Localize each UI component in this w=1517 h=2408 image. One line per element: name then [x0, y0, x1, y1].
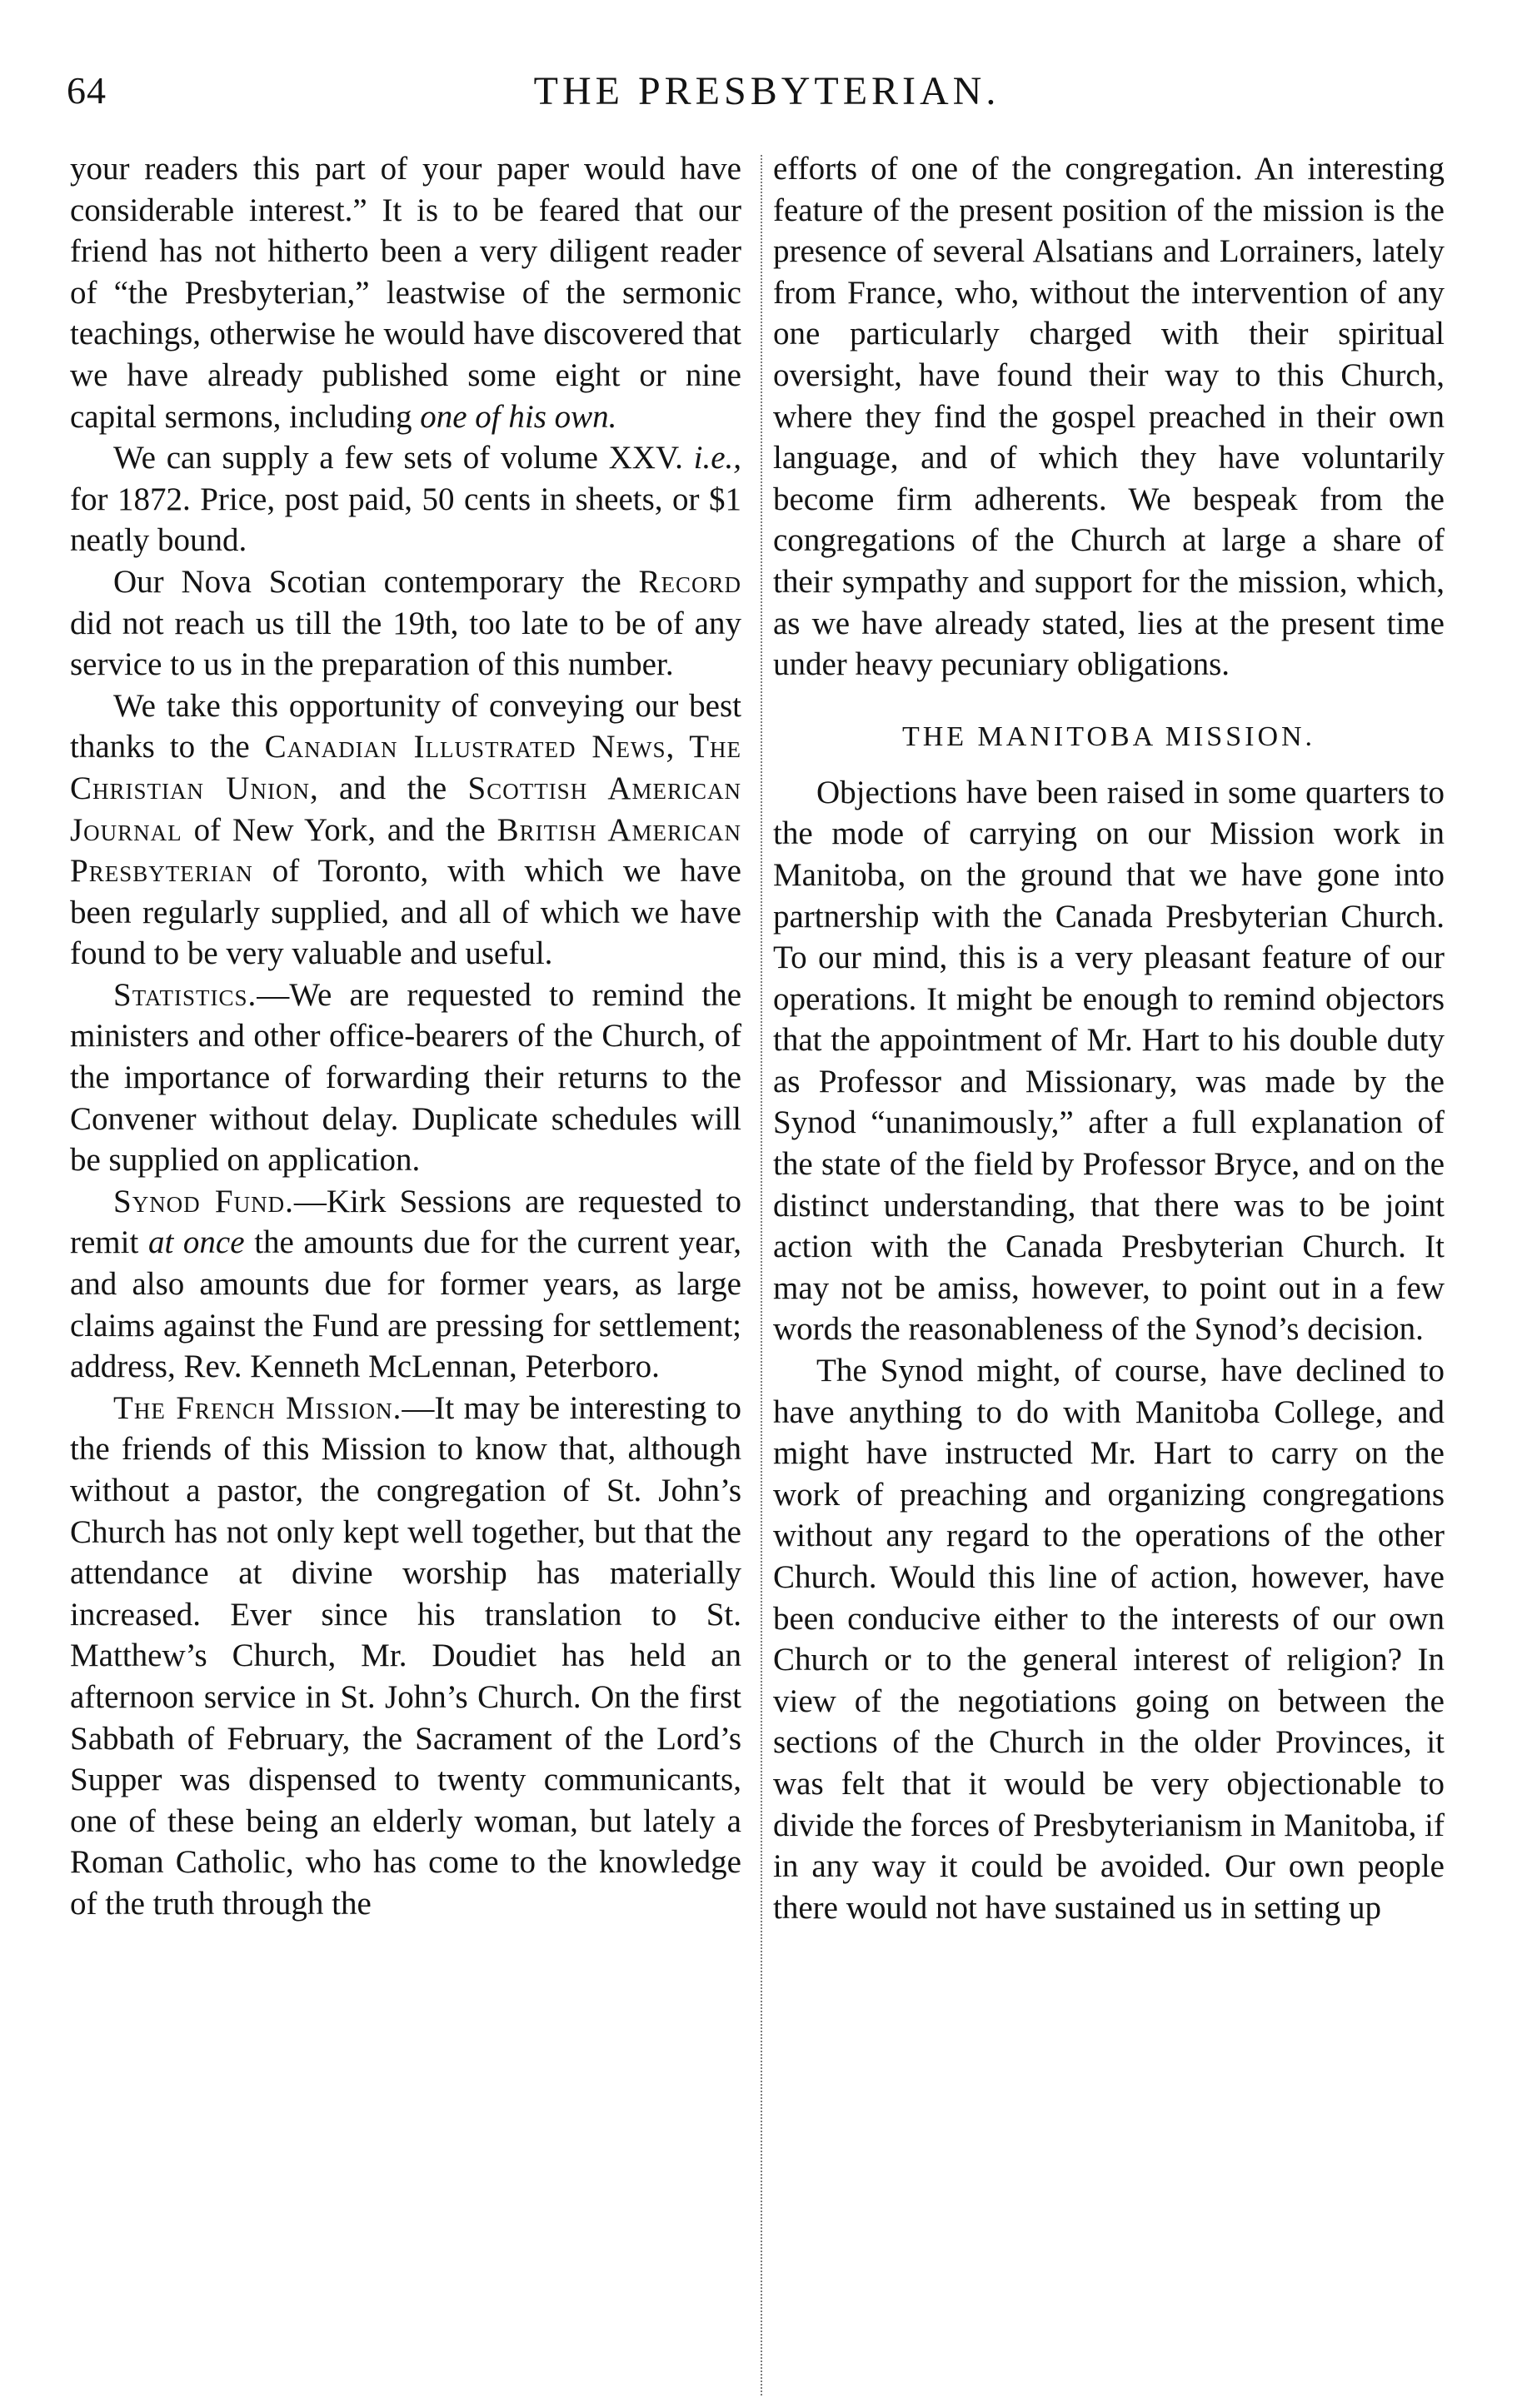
page-header — [67, 68, 1467, 127]
small-caps-text: The Christian Union — [70, 729, 742, 806]
text: , and the — [309, 770, 447, 806]
running-title: THE PRESBYTERIAN. — [533, 69, 1001, 113]
text: We take this opportunity of conveying our best thanks to the — [70, 687, 741, 765]
text: of Toronto, with which we have been regularly supplied, and all of which we have found to be very valuable and useful. — [70, 853, 741, 972]
text: —Kirk Sessions are requested to remit — [70, 1183, 741, 1261]
small-caps-text: Scottish American Journal — [70, 770, 741, 848]
small-caps-text: British American Presbyterian — [70, 811, 742, 890]
small-caps-text: The French Mission. — [113, 1389, 402, 1426]
text: did not reach us till the 19th, too late to be of any service to us in the preparation of this number. — [70, 605, 741, 683]
page-number: 64 — [67, 69, 107, 112]
paragraph-letter-reply — [70, 148, 741, 437]
paragraph-statistics — [70, 975, 741, 1181]
small-caps-text: Canadian Illustrated News — [264, 729, 666, 765]
italic-text: i.e., — [693, 440, 742, 476]
text: of New York, and the — [193, 811, 486, 848]
right-column — [773, 148, 1445, 1928]
paragraph-nova-scotian — [70, 561, 741, 686]
text: your readers this part of your paper would have considerable interest.” It is to be feared that our friend has not hitherto been a very diligent reader of “the Presbyterian,” leastwise of the sermonic teachings, otherwise he would have discovered that we have already published some eight or nine capital sermons, including — [70, 151, 741, 435]
column-divider — [761, 155, 762, 2396]
paragraph-volume-xxv — [70, 437, 741, 561]
small-caps-text: Statistics. — [113, 976, 257, 1013]
small-caps-text: Record — [638, 563, 741, 600]
section-heading-manitoba: THE MANITOBA MISSION. — [901, 720, 1316, 752]
paragraph-thanks — [70, 686, 741, 975]
italic-text: one of his own. — [420, 398, 617, 435]
paragraph-synod-fund — [70, 1181, 741, 1388]
text: for 1872. Price, post paid, 50 cents in sheets, or $1 neatly bound. — [70, 481, 741, 559]
text: , — [666, 729, 675, 765]
text: Our Nova Scotian contemporary the — [113, 563, 621, 600]
paragraph-french-mission — [70, 1388, 741, 1925]
paragraph-french-mission-cont: efforts of one of the congregation. An interesting feature of the present position of the mission is the presence of several Alsatians and Lorrainers, lately from France, who, without the intervention of any one particularly charged with their spiritual oversight, have found their way to this Church, where they find the gospel preached in their own language, and of which they have voluntarily become firm adherents. We bespeak from the congregations of the Church at large a share of their sympathy and support for the mission, which, as we have already stated, lies at the present time under heavy pecuniary obligations. — [773, 151, 1445, 683]
paragraph-objections: Objections have been raised in some quarters to the mode of carrying on our Mission work in Manitoba, on the ground that we have gone into partnership with the Canada Presbyterian Church. To our mind, this is a very pleasant feature of our operations. It might be enough to remind objectors that the appointment of Mr. Hart to his double duty as Professor and Missionary, was made by the Synod “unanimously,” after a full explanation of the state of the field by Professor Bryce, and on the distinct understanding, that there was to be joint action with the Canada Presbyterian Church. It may not be amiss, however, to point out in a few words the reasonableness of the Synod’s decision. — [773, 774, 1445, 1348]
left-column — [70, 148, 741, 1925]
text: —It may be interesting to the friends of this Mission to know that, although without a pastor, the congregation of St. John’s Church has not only kept well together, but that the attendance at divine worship has materially increased. Ever since his translation to St. Matthew’s Church, Mr. Doudiet has held an afternoon service in St. John’s Church. On the first Sabbath of February, the Sacrament of the Lord’s Supper was dispensed to twenty communicants, one of these being an elderly woman, but lately a Roman Catholic, who has come to the knowledge of the truth through the — [70, 1389, 741, 1922]
italic-text: at once — [147, 1224, 245, 1261]
small-caps-text: Synod Fund. — [113, 1183, 294, 1219]
paragraph-synod-might: The Synod might, of course, have declined to have anything to do with Manitoba College, and might have instructed Mr. Hart to carry on the work of preaching and organizing congregations without any regard to the operations of the other Church. Would this line of action, however, have been conducive either to the interests of our own Church or to the general interest of religion? In view of the negotiations going on between the sections of the Church in the older Provinces, it was felt that it would be very objectionable to divide the forces of Presbyterianism in Manitoba, if in any way it could be avoided. Our own people there would not have sustained us in setting up — [773, 1353, 1445, 1926]
text: the amounts due for the current year, and also amounts due for former years, as large claims against the Fund are pressing for settlement; address, Rev. Kenneth McLennan, Peterboro. — [70, 1224, 741, 1385]
text: We can supply a few sets of volume XXV. — [113, 440, 683, 476]
text: —We are requested to remind the ministers and other office-bearers of the Church, of the importance of forwarding their returns to the Convener without delay. Duplicate schedules will be supplied on application. — [70, 976, 741, 1179]
